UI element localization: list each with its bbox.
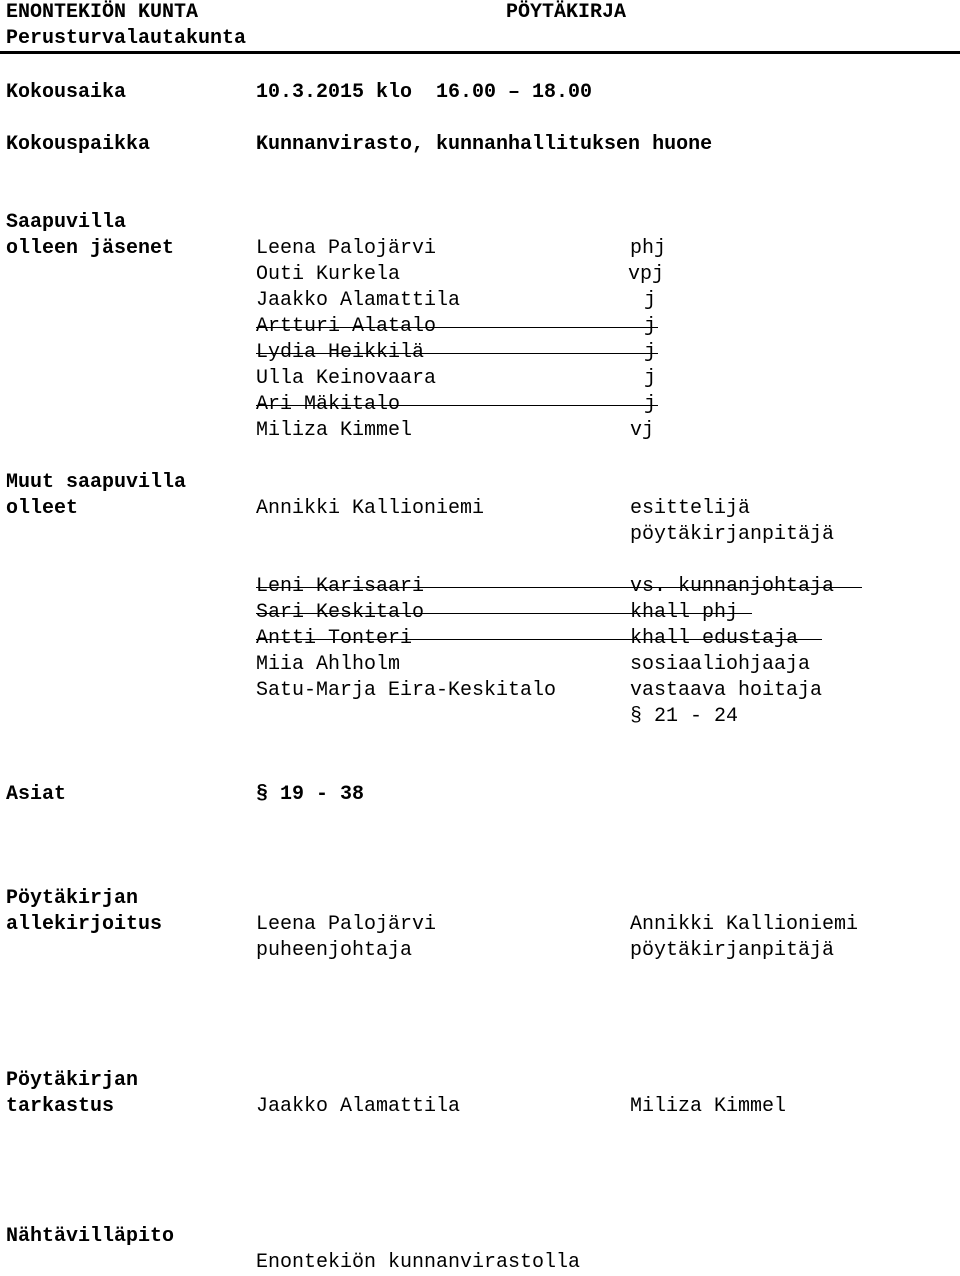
document-type: PÖYTÄKIRJA [506,1,627,24]
attendee-name: Annikki Kallioniemi [256,497,485,520]
member-name: Outi Kurkela [256,263,401,286]
review-label: tarkastus [6,1095,115,1118]
signature-label: allekirjoitus [6,913,163,936]
matters-label: Asiat [6,783,67,806]
others-label: Muut saapuvilla [6,471,187,494]
strike-line [256,613,752,614]
secretary-title: pöytäkirjanpitäjä [630,939,835,962]
member-name-absent: Artturi Alatalo [256,315,437,338]
attendee-role: esittelijä [630,497,751,520]
display-label: Nähtävilläpito [6,1225,175,1248]
member-name: Leena Palojärvi [256,237,437,260]
member-role: phj [630,237,667,260]
municipality-title: ENONTEKIÖN KUNTA [6,1,199,24]
member-name: Jaakko Alamattila [256,289,461,312]
strike-line [256,353,658,354]
others-label: olleet [6,497,79,520]
attendee-role-absent: khall edustaja [630,627,799,650]
attendee-name-absent: Leni Karisaari [256,575,425,598]
strike-line [256,327,658,328]
review-label: Pöytäkirjan [6,1069,139,1092]
member-name: Miliza Kimmel [256,419,413,442]
attendee-name: Satu-Marja Eira-Keskitalo [256,679,557,702]
strike-line [256,405,658,406]
attendee-role-absent: vs. kunnanjohtaja [630,575,835,598]
attendee-name-absent: Antti Tonteri [256,627,413,650]
secretary-name: Annikki Kallioniemi [630,913,859,936]
member-role: vj [630,419,655,442]
members-label: Saapuvilla [6,211,127,234]
member-role-absent: j [644,393,657,416]
signature-label: Pöytäkirjan [6,887,139,910]
chair-name: Leena Palojärvi [256,913,437,936]
meeting-time-value: 10.3.2015 klo 16.00 – 18.00 [256,81,593,104]
header-divider [0,51,960,54]
reviewer-name: Jaakko Alamattila [256,1095,461,1118]
meeting-place-label: Kokouspaikka [6,133,151,156]
committee-name: Perusturvalautakunta [6,27,247,50]
attendee-section-note: § 21 - 24 [630,705,739,728]
display-value: Enontekiön kunnanvirastolla [256,1251,581,1274]
meeting-time-label: Kokousaika [6,81,127,104]
matters-value: § 19 - 38 [256,783,365,806]
member-name-absent: Lydia Heikkilä [256,341,425,364]
strike-line [256,639,822,640]
member-role: j [644,367,657,390]
member-role: vpj [628,263,665,286]
attendee-name-absent: Sari Keskitalo [256,601,425,624]
member-role-absent: j [644,315,657,338]
reviewer-name: Miliza Kimmel [630,1095,787,1118]
attendee-name: Miia Ahlholm [256,653,401,676]
attendee-role: sosiaaliohjaaja [630,653,811,676]
member-name-absent: Ari Mäkitalo [256,393,401,416]
attendee-role-absent: khall phj [630,601,739,624]
member-name: Ulla Keinovaara [256,367,437,390]
attendee-role: vastaava hoitaja [630,679,823,702]
meeting-place-value: Kunnanvirasto, kunnanhallituksen huone [256,133,713,156]
member-role: j [644,289,657,312]
members-label: olleen jäsenet [6,237,175,260]
attendee-role: pöytäkirjanpitäjä [630,523,835,546]
chair-title: puheenjohtaja [256,939,413,962]
member-role-absent: j [644,341,657,364]
strike-line [256,587,862,588]
